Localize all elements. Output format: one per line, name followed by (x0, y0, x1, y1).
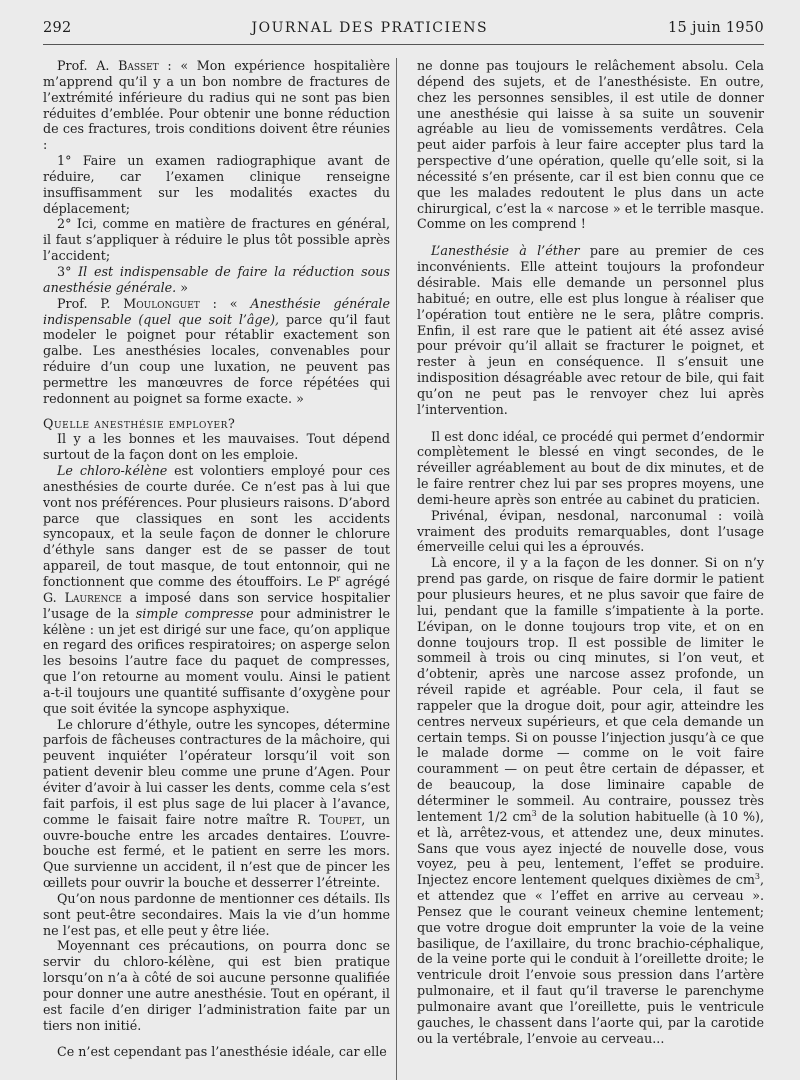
left-column (43, 58, 390, 1060)
paragraph: Moyennant ces précautions, on pourra donc se servir du chloro-kélène, qui est bien pratique lorsqu’on n’a à côté de soi aucune personne qualifiée pour donner une autre anesthésie. Tout en opérant, il est facile d’en diriger l’administration faite par un tiers non initié. (43, 938, 390, 1033)
paragraph: Prof. P. Moulonguet : « Anesthésie générale indispensable (quel que soit l’âge), parce qu’il faut modeler le poignet pour rétablir exactement son galbe. Les anesthésies locales, convenables pour réduire d’un coup une luxation, ne peuvent pas permettre les manœuvres de force répétées qui redonnent au poignet sa forme exacte. » (43, 295, 390, 406)
right-column (417, 58, 764, 1060)
issue-date: 15 juin 1950 (668, 20, 764, 36)
paragraph: Il est donc idéal, ce procédé qui permet d’endormir complètement le blessé en vingt secondes, de le réveiller agréablement au bout de dix minutes, et de le faire rentrer chez lui par ses propres moyens, une demi-heure après son entrée au cabinet du praticien. (417, 428, 764, 507)
paragraph: Le chloro-kélène est volontiers employé pour ces anesthésies de courte durée. Ce n’est pas à lui que vont nos préférences. Pour plusieurs raisons. D’abord parce que classiques en sont les accidents syncopaux, et la seule façon de donner le chlorure d’éthyle sans danger est de se passer de tout appareil, de tout masque, de tout entonnoir, qui ne fonctionnent que comme des étouffoirs. Le $P^r$ agrégé G. Laurence a imposé dans son service hospitalier l’usage de la simple compresse pour administrer le kélène : un jet est dirigé sur une face, qu’on applique en regard des orifices respiratoires; on asperge selon les besoins l’autre face du paquet de compresses, que l’on retourne au moment voulu. Ainsi le patient a-t-il toujours une quantité suffisante d’oxygène pour que soit évitée la syncope asphyxique. (43, 463, 391, 716)
author-name: Toupet (319, 811, 362, 827)
paragraph: 2° Ici, comme en matière de fractures en général, il faut s’appliquer à réduire le plus tôt possible après l’accident; (43, 216, 390, 264)
page-header (43, 20, 764, 45)
author-name: Basset (118, 58, 159, 73)
section-heading: Quelle anesthésie employer? (43, 415, 236, 431)
paragraph: Qu’on nous pardonne de mentionner ces détails. Ils sont peut-être secondaires. Mais la vie d’un homme ne l’est pas, et elle peut y être liée. (43, 890, 390, 938)
paragraph: Là encore, il y a la façon de les donner. Si on n’y prend pas garde, on risque de faire dormir le patient pour plusieurs heures, et ne plus savoir que faire de lui, pendant que la famille s’impatiente à la porte. L’évipan, on le donne toujours trop vite, et on en donne toujours trop. Il est possible de limiter le sommeil à trois ou cinq minutes, si l’on veut, et d’obtenir, après une narcose assez profonde, un réveil rapide et agréable. Pour cela, il faut se rappeler que la drogue doit, pour agir, atteindre les centres nerveux supérieurs, et que cela demande un certain temps. Si on pousse l’injection jusqu’à ce que le malade dorme — comme on le voit faire couramment — on peut être certain de dépasser, et de beaucoup, la dose liminaire capable de déterminer le sommeil. Au contraire, poussez très lentement 1/2 $cm^3$ de la solution habituelle (à 10 %), et là, arrêtez-vous, et attendez une, deux minutes. Sans que vous ayez injecté de nouvelle dose, vous voyez, peu à peu, lentement, l’effet se produire. Injectez encore lentement quelques dixièmes de $cm^3$, et attendez que « l’effet en arrive au cerveau ». Pensez que le courant veineux chemine lentement; que votre drogue doit emprunter la voie de la veine basilique, de l’axillaire, du tronc brachio-céphalique, de la veine porte qui le conduit à l’oreillette droite; le ventricule droit l’envoie sous pression dans l’artère pulmonaire, et il faut qu’il traverse le parenchyme pulmonaire avant que l’oreillette, puis le ventricule gauches, le chassent dans l’aorte qui, par la carotide ou la vertébrale, l’envoie au cerveau... (417, 555, 765, 1046)
text-columns (43, 58, 764, 1060)
page-number: 292 (43, 20, 72, 36)
paragraph: 1° Faire un examen radiographique avant de réduire, car l’examen clinique renseigne insuffisamment sur les modalités exactes du déplacement; (43, 153, 390, 216)
paragraph: Privénal, évipan, nesdonal, narconumal : voilà vraiment des produits remarquables, dont l’usage émerveille celui qui les a éprouvés. (417, 507, 764, 555)
paragraph: L’anesthésie à l’éther pare au premier de ces inconvénients. Elle atteint toujours la profondeur désirable. Mais elle demande un personnel plus habitué; en outre, elle est plus longue à réaliser que l’opération tout entière ne le sera, plâtre compris. Enfin, il est rare que le patient ait été assez avisé pour prévoir qu’il allait se fracturer le poignet, et rester à jeun en conséquence. Il s’ensuit une indisposition désagréable avec retour de bile, qui fait qu’on ne peut pas le renvoyer chez lui après l’intervention. (417, 243, 764, 417)
column-divider (396, 58, 397, 1080)
author-name: Laurence (64, 589, 122, 605)
paragraph: ne donne pas toujours le relâchement absolu. Cela dépend des sujets, et de l’anesthésiste. En outre, chez les personnes sensibles, il est utile de donner une anesthésie qui laisse à sa suite un souvenir agréable au lieu de vomissements verdâtres. Cela peut aider parfois à leur faire accepter plus tard la perspective d’une opération, quelle qu’elle soit, si la nécessité s’en présente, car il est bien connu que ce que les malades redoutent le plus dans un acte chirurgical, c’est la « narcose » et le terrible masque. Comme on les comprend ! (417, 58, 764, 232)
paragraph: Il y a les bonnes et les mauvaises. Tout dépend surtout de la façon dont on les emploie. (43, 431, 390, 463)
journal-title: JOURNAL DES PRATICIENS (251, 20, 489, 36)
paragraph: Ce n’est cependant pas l’anesthésie idéale, car elle (57, 1044, 387, 1060)
author-name: Moulonguet (123, 295, 200, 311)
paragraph: Prof. A. Basset : « Mon expérience hospitalière m’apprend qu’il y a un bon nombre de fractures de l’extrémité inférieure du radius qui ne sont pas bien réduites d’emblée. Pour obtenir une bonne réduction de ces fractures, trois conditions doivent être réunies : (43, 58, 391, 153)
paragraph: 3° Il est indispensable de faire la réduction sous anesthésie générale. » (43, 263, 390, 295)
paragraph: Le chlorure d’éthyle, outre les syncopes, détermine parfois de fâcheuses contractures de la mâchoire, qui peuvent inquiéter l’opérateur lorsqu’il voit son patient devenir bleu comme une prune d’Agen. Pour éviter d’avoir à lui casser les dents, comme cela s’est fait parfois, il est plus sage de lui placer à l’avance, comme le faisait faire notre maître R. Toupet, un ouvre-bouche entre les arcades dentaires. L’ouvre-bouche est fermé, et le patient en serre les mors. Que survienne un accident, il n’est que de pincer les œillets pour ouvrir la bouche et desserrer l’étreinte. (43, 716, 390, 891)
